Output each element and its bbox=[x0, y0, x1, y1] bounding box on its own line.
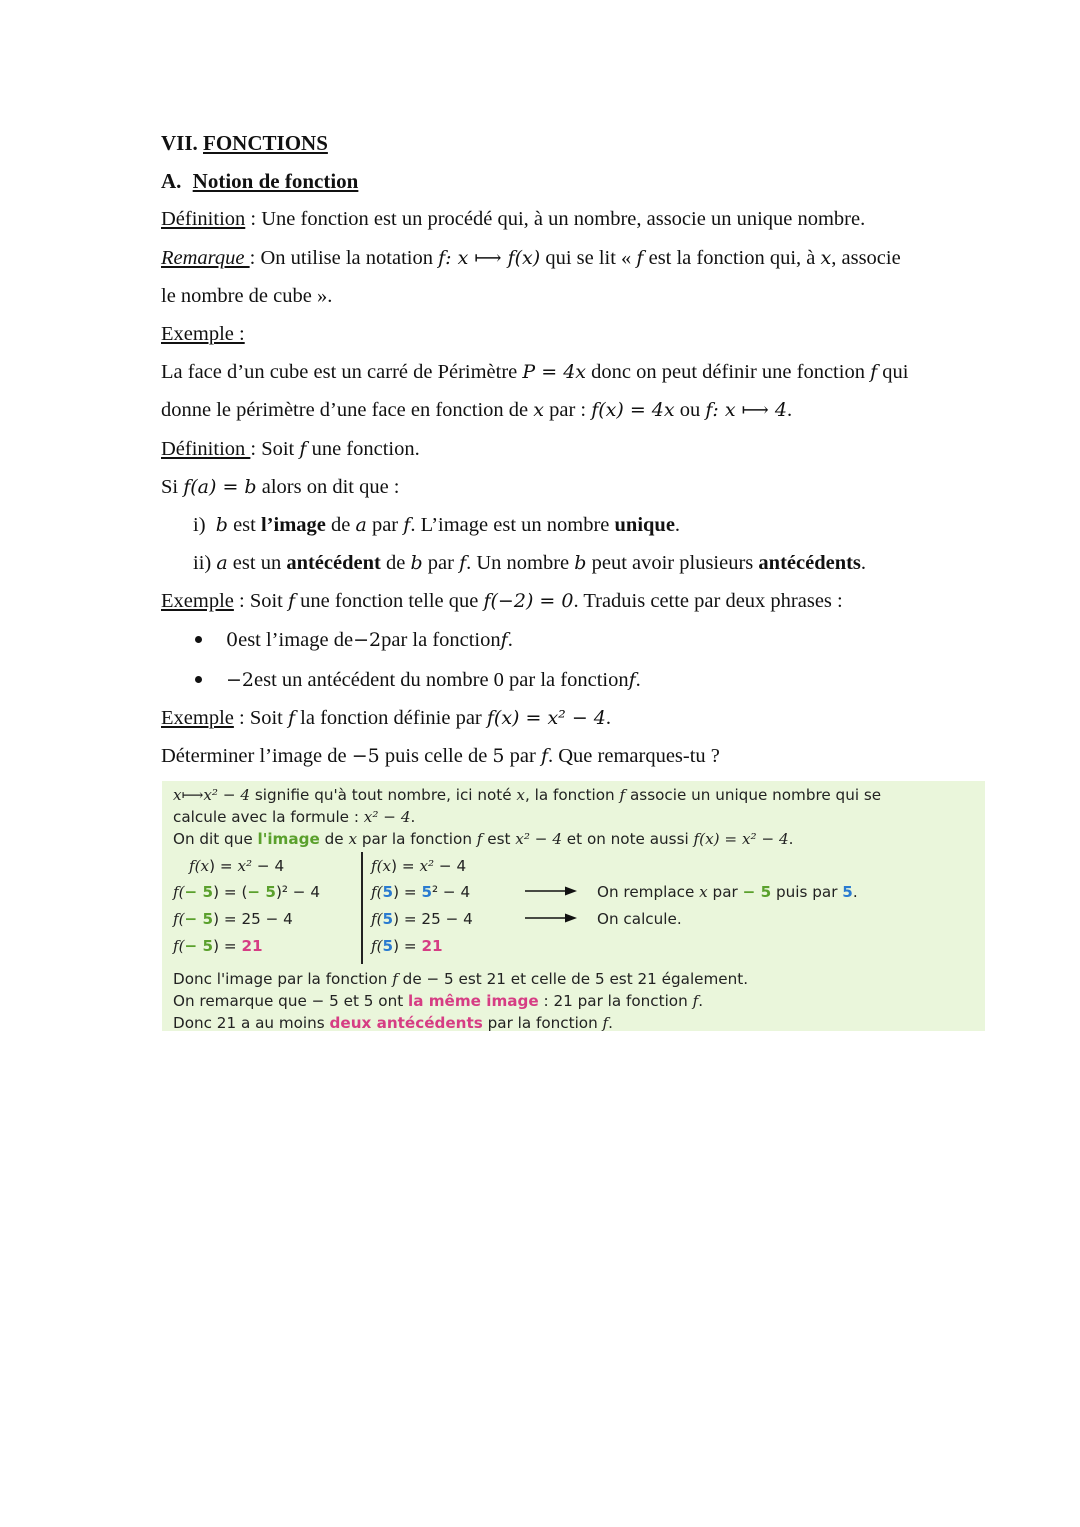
definition-1 bbox=[161, 200, 991, 238]
bullet-item bbox=[161, 661, 991, 699]
bullet-dot bbox=[195, 676, 202, 683]
calculation-table bbox=[173, 854, 975, 962]
item-text: est un bbox=[227, 552, 287, 575]
math-f: f bbox=[459, 552, 467, 575]
box-text: par la fonction bbox=[357, 830, 477, 848]
example-1-line-1 bbox=[161, 353, 991, 391]
example-text: : Soit bbox=[233, 707, 288, 730]
math-f: f bbox=[403, 514, 411, 537]
example-label: Exemple bbox=[161, 323, 239, 346]
note-text: . bbox=[852, 883, 858, 901]
math-formula: f(x) = x² − 4 bbox=[486, 707, 606, 730]
item-text: de bbox=[325, 514, 356, 537]
bullet-text: par la fonction bbox=[381, 628, 501, 651]
item-text: est bbox=[227, 514, 261, 537]
box-text: . bbox=[788, 830, 794, 848]
question-text: . Que remarques-tu ? bbox=[548, 745, 720, 768]
math-f: f bbox=[619, 786, 626, 804]
calc-column-5 bbox=[371, 854, 521, 960]
box-text: Donc 21 a au moins bbox=[173, 1014, 330, 1032]
section-title: FONCTIONS bbox=[203, 131, 328, 155]
math-f: f bbox=[628, 668, 636, 691]
math-notation: f: x ⟼ 4 bbox=[705, 399, 787, 422]
math-f: f( bbox=[371, 883, 383, 901]
section-number: VII. bbox=[161, 131, 198, 155]
conclusion-3 bbox=[173, 1012, 975, 1034]
definition-2-condition bbox=[161, 468, 991, 506]
math-x: x² bbox=[237, 857, 253, 875]
result-value: 21 bbox=[421, 937, 443, 955]
box-text: signifie qu'à tout nombre, ici noté bbox=[250, 786, 517, 804]
calc-notes bbox=[597, 879, 858, 933]
value-5: 5 bbox=[382, 910, 394, 928]
box-text: , la fonction bbox=[524, 786, 620, 804]
value-5: 5 bbox=[382, 883, 394, 901]
section-heading bbox=[161, 124, 991, 162]
item-text: . bbox=[860, 552, 867, 575]
calc-text: )² − 4 bbox=[275, 883, 321, 901]
definition-text: alors on dit que : bbox=[256, 475, 400, 498]
math-formula: f(x) = 4x bbox=[591, 399, 675, 422]
math-notation: f: x ⟼ f(x) bbox=[438, 246, 541, 269]
calc-text: − 4 bbox=[252, 857, 285, 875]
note-replace bbox=[597, 879, 858, 906]
value-minus5: − 5 bbox=[184, 910, 214, 928]
math-f: f( bbox=[173, 910, 185, 928]
math-formula: f(−2) = 0 bbox=[483, 590, 574, 613]
item-text: de bbox=[380, 552, 411, 575]
math-f: f( bbox=[173, 937, 185, 955]
arrow-right-icon bbox=[525, 906, 577, 933]
box-text: On remarque que − 5 et 5 ont bbox=[173, 992, 408, 1010]
math-b: b bbox=[410, 552, 423, 575]
math-x: x bbox=[516, 786, 525, 804]
conclusion-2 bbox=[173, 990, 975, 1012]
calc-row bbox=[371, 879, 521, 906]
math-f: f bbox=[299, 437, 307, 460]
example-text: : Soit bbox=[233, 590, 288, 613]
calc-row bbox=[371, 906, 521, 933]
value-5: 5 bbox=[382, 937, 394, 955]
calc-row bbox=[173, 933, 363, 960]
box-line-3 bbox=[173, 828, 975, 850]
calc-text: ) = bbox=[393, 883, 422, 901]
item-text: . Un nombre bbox=[466, 552, 575, 575]
item-text: par bbox=[366, 514, 404, 537]
math-x: x bbox=[533, 399, 544, 422]
box-text: calcule avec la formule : bbox=[173, 808, 364, 826]
definition-2 bbox=[161, 430, 991, 468]
box-text: On dit que bbox=[173, 830, 258, 848]
definition-label: Définition bbox=[161, 437, 251, 460]
box-text: . bbox=[608, 1014, 613, 1032]
bullet-text: est l’image de bbox=[238, 628, 354, 651]
math-number: −2 bbox=[353, 628, 382, 651]
calc-text: ) = 25 − 4 bbox=[393, 910, 473, 928]
math-f: f bbox=[476, 830, 483, 848]
keyword-unique: unique bbox=[614, 514, 675, 537]
item-number: ii) bbox=[193, 552, 212, 575]
math-x: x bbox=[820, 246, 832, 269]
calc-row bbox=[371, 933, 521, 960]
math-number: 0 bbox=[226, 628, 239, 651]
box-text: associe un unique nombre qui se bbox=[625, 786, 882, 804]
example-text: donne le périmètre d’une face en fonction de bbox=[161, 399, 534, 422]
math-f: f( bbox=[173, 883, 185, 901]
math-perimeter: P = 4x bbox=[522, 361, 586, 384]
box-text: est bbox=[482, 830, 516, 848]
value-5: 5 bbox=[842, 883, 853, 901]
example-text: . bbox=[605, 707, 611, 730]
box-line-2 bbox=[173, 806, 975, 828]
question-text: Déterminer l’image de bbox=[161, 745, 352, 768]
note-calculate: On calcule. bbox=[597, 910, 682, 928]
math-b: b bbox=[215, 514, 228, 537]
definition-item-ii bbox=[161, 544, 991, 582]
box-text: de bbox=[319, 830, 349, 848]
math-f: f( bbox=[371, 937, 383, 955]
note-text: On remplace bbox=[597, 883, 700, 901]
example-text: par : bbox=[543, 399, 592, 422]
value-5: 5 bbox=[421, 883, 433, 901]
question-text: puis celle de bbox=[379, 745, 493, 768]
math-a: a bbox=[355, 514, 367, 537]
example-1-line-2 bbox=[161, 391, 991, 429]
remark-line-2: le nombre de cube ». bbox=[161, 284, 333, 307]
item-text: par bbox=[422, 552, 460, 575]
note-text: puis par bbox=[771, 883, 843, 901]
math-a: a bbox=[216, 552, 228, 575]
item-text: . L’image est un nombre bbox=[410, 514, 615, 537]
definition-text: Si bbox=[161, 475, 184, 498]
math-x: x bbox=[699, 883, 708, 901]
solution-box bbox=[162, 781, 985, 1031]
box-text: Donc l'image par la fonction bbox=[173, 970, 393, 988]
calc-text: ) = bbox=[393, 937, 422, 955]
math-f: f bbox=[500, 628, 508, 651]
highlight-two-antecedents: deux antécédents bbox=[329, 1014, 483, 1032]
subsection-title: Notion de fonction bbox=[192, 169, 359, 194]
math-number: −2 bbox=[226, 668, 255, 691]
highlight-same-image: la même image bbox=[407, 992, 539, 1010]
highlight-image: l'image bbox=[257, 830, 320, 848]
bullet-text: est un antécédent du nombre 0 par la fonction bbox=[254, 668, 629, 691]
example-label: Exemple bbox=[161, 707, 234, 730]
math-f: f bbox=[288, 590, 296, 613]
example-text: ou bbox=[674, 399, 706, 422]
calc-text: ) = 25 − 4 bbox=[213, 910, 293, 928]
result-value: 21 bbox=[241, 937, 263, 955]
math-b: b bbox=[574, 552, 587, 575]
column-divider bbox=[361, 852, 363, 964]
box-text: . bbox=[698, 992, 704, 1010]
subsection-heading bbox=[161, 162, 991, 200]
math-number: 5 bbox=[492, 745, 505, 768]
example-label: Exemple bbox=[161, 590, 234, 613]
math-formula: f(x) = x² − 4 bbox=[693, 830, 789, 848]
definition-text: : Une fonction est un procédé qui, à un nombre, associe un unique nombre. bbox=[245, 208, 866, 231]
calc-text: ) = bbox=[209, 857, 238, 875]
box-line-1 bbox=[173, 784, 975, 806]
calc-text: − 4 bbox=[434, 857, 467, 875]
box-text: et on note aussi bbox=[561, 830, 694, 848]
math-formula: x² − 4 bbox=[515, 830, 562, 848]
note-text: par bbox=[707, 883, 743, 901]
question-text: par bbox=[504, 745, 541, 768]
math-x: x bbox=[348, 830, 358, 848]
arrows bbox=[525, 879, 577, 933]
calc-column-minus5 bbox=[173, 854, 363, 960]
calc-row bbox=[173, 906, 363, 933]
definition-text: : Soit bbox=[250, 437, 300, 460]
box-text: . bbox=[410, 808, 416, 826]
box-text: par la fonction bbox=[482, 1014, 603, 1032]
math-f: f bbox=[392, 970, 398, 988]
example-text: une fonction telle que bbox=[295, 590, 484, 613]
math-mapping: x⟼x² − 4 bbox=[173, 786, 251, 804]
item-text: peut avoir plusieurs bbox=[586, 552, 759, 575]
math-f: f( bbox=[189, 857, 201, 875]
box-text: de − 5 est 21 et celle de 5 est 21 également. bbox=[397, 970, 749, 988]
math-f: f bbox=[540, 745, 548, 768]
example-3-heading bbox=[161, 699, 991, 737]
math-f: f( bbox=[371, 910, 383, 928]
example-text: la fonction définie par bbox=[295, 707, 487, 730]
math-number: −5 bbox=[351, 745, 380, 768]
conclusion-1 bbox=[173, 968, 975, 990]
remark-text: : On utilise la notation bbox=[249, 246, 439, 269]
calc-row bbox=[173, 879, 363, 906]
example-text: donc on peut définir une fonction bbox=[586, 361, 871, 384]
definition-item-i bbox=[161, 506, 991, 544]
definition-label: Définition bbox=[161, 208, 246, 231]
example-1-heading bbox=[161, 315, 991, 353]
calc-text: ) = bbox=[213, 937, 242, 955]
value-minus5: − 5 bbox=[184, 937, 214, 955]
math-f: f bbox=[602, 1014, 609, 1032]
calc-text: ) = bbox=[391, 857, 420, 875]
remark-label: Remarque bbox=[161, 246, 250, 269]
subsection-number: A. bbox=[161, 169, 182, 194]
calc-text: ) = ( bbox=[213, 883, 248, 901]
example-2-heading bbox=[161, 582, 991, 620]
math-x: x² bbox=[419, 857, 435, 875]
remark-text: , associe bbox=[831, 246, 901, 269]
value-minus5: − 5 bbox=[184, 883, 214, 901]
math-f: f bbox=[692, 992, 699, 1010]
box-text: : 21 par la fonction bbox=[538, 992, 693, 1010]
example-text: . bbox=[786, 399, 793, 422]
bullet-text: . bbox=[635, 668, 641, 691]
example-text: qui bbox=[877, 361, 909, 384]
bullet-item bbox=[161, 621, 991, 659]
math-f: f bbox=[870, 361, 878, 384]
keyword-image: l’image bbox=[260, 514, 326, 537]
math-x: x bbox=[382, 857, 392, 875]
math-f: f bbox=[288, 707, 296, 730]
calc-row bbox=[371, 854, 521, 879]
value-minus5: − 5 bbox=[247, 883, 276, 901]
value-minus5: − 5 bbox=[742, 883, 772, 901]
keyword-antecedents: antécédents bbox=[758, 552, 861, 575]
remark-text: qui se lit « bbox=[540, 246, 637, 269]
arrow-right-icon bbox=[525, 879, 577, 906]
bullet-text: . bbox=[507, 628, 513, 651]
exercise-question bbox=[161, 737, 991, 775]
math-formula: f(a) = b bbox=[183, 475, 257, 498]
math-formula: x² − 4 bbox=[363, 808, 411, 826]
example-text: La face d’un cube est un carré de Périmètre bbox=[161, 361, 523, 384]
math-f: f( bbox=[371, 857, 383, 875]
calc-row bbox=[173, 854, 363, 879]
math-x: x bbox=[200, 857, 210, 875]
lesson-content bbox=[161, 124, 991, 775]
remark-line-1 bbox=[161, 239, 991, 277]
math-f: f bbox=[636, 246, 644, 269]
item-number: i) bbox=[193, 514, 206, 537]
bullet-dot bbox=[195, 636, 202, 643]
example-colon: : bbox=[239, 323, 245, 346]
definition-text: une fonction. bbox=[306, 437, 420, 460]
example-text: . Traduis cette par deux phrases : bbox=[573, 590, 843, 613]
item-text: . bbox=[674, 514, 681, 537]
calc-text: ² − 4 bbox=[432, 883, 471, 901]
remark-text: est la fonction qui, à bbox=[643, 246, 821, 269]
keyword-antecedent: antécédent bbox=[286, 552, 381, 575]
